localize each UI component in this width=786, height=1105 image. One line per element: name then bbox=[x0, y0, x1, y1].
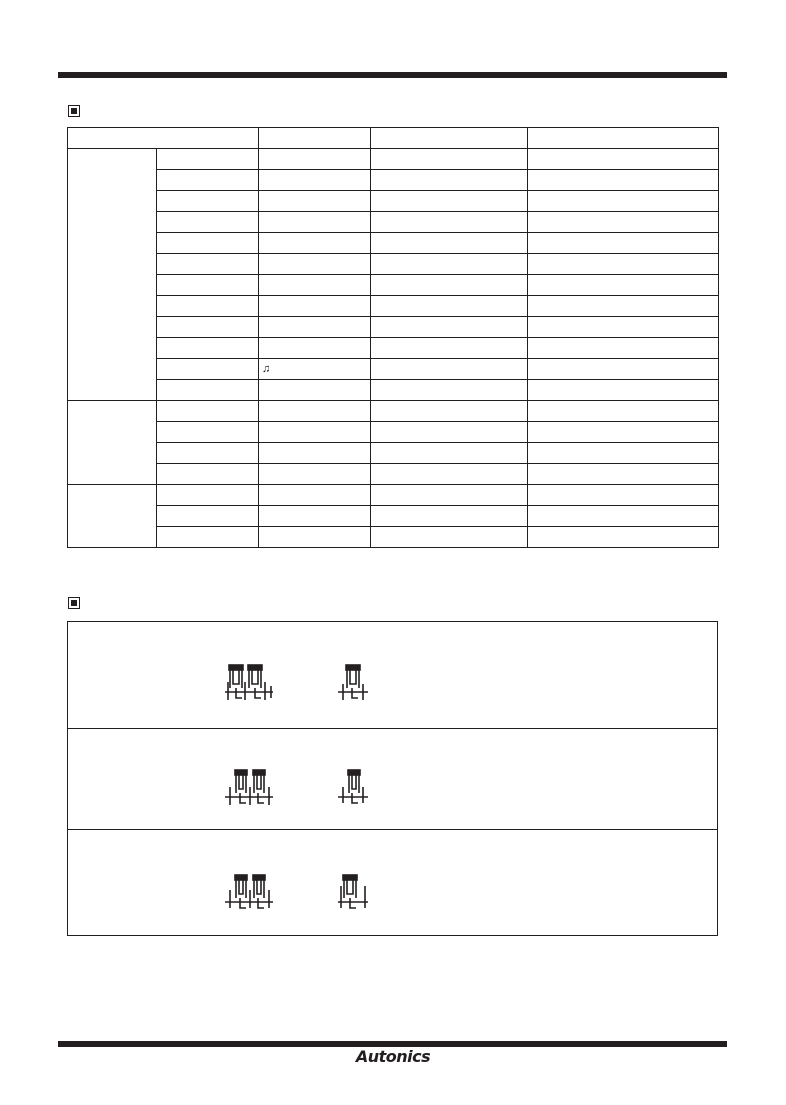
table-cell bbox=[371, 170, 528, 191]
group-cell bbox=[68, 149, 157, 401]
table-cell bbox=[528, 170, 719, 191]
table-row bbox=[68, 443, 719, 464]
table-cell bbox=[528, 464, 719, 485]
table-row bbox=[68, 422, 719, 443]
row-divider bbox=[68, 728, 717, 729]
table-cell bbox=[259, 296, 371, 317]
group-cell bbox=[68, 485, 157, 548]
table-cell bbox=[157, 401, 259, 422]
table-cell bbox=[157, 233, 259, 254]
table-row bbox=[68, 191, 719, 212]
table-cell bbox=[157, 317, 259, 338]
table-cell bbox=[528, 296, 719, 317]
table-cell bbox=[157, 254, 259, 275]
table-cell bbox=[528, 443, 719, 464]
table-cell bbox=[259, 254, 371, 275]
table-cell bbox=[371, 422, 528, 443]
table-cell bbox=[528, 191, 719, 212]
table-cell bbox=[157, 359, 259, 380]
table-cell bbox=[528, 149, 719, 170]
table-cell bbox=[157, 191, 259, 212]
table-cell bbox=[371, 380, 528, 401]
table-cell bbox=[157, 380, 259, 401]
table-cell bbox=[157, 527, 259, 548]
table-cell bbox=[371, 485, 528, 506]
table-row bbox=[68, 401, 719, 422]
table-cell bbox=[259, 338, 371, 359]
single-connector-diagram bbox=[338, 662, 368, 704]
table-cell bbox=[371, 233, 528, 254]
table-cell bbox=[259, 212, 371, 233]
table-cell bbox=[259, 359, 371, 380]
table-cell bbox=[528, 422, 719, 443]
brand-logo: Autonics bbox=[355, 1047, 431, 1066]
table-cell bbox=[528, 254, 719, 275]
table-cell bbox=[157, 149, 259, 170]
table-cell bbox=[259, 485, 371, 506]
table-cell bbox=[259, 170, 371, 191]
table-cell bbox=[259, 506, 371, 527]
double-connector-diagram bbox=[225, 767, 275, 809]
table-row bbox=[68, 296, 719, 317]
table-cell bbox=[371, 254, 528, 275]
table-row bbox=[68, 212, 719, 233]
table-cell bbox=[528, 359, 719, 380]
table-header-row bbox=[68, 128, 719, 149]
table-cell bbox=[157, 296, 259, 317]
table-cell bbox=[259, 233, 371, 254]
table-cell bbox=[371, 506, 528, 527]
table-cell bbox=[528, 317, 719, 338]
header-rule bbox=[58, 72, 727, 78]
table-cell bbox=[259, 464, 371, 485]
table-header-cell bbox=[68, 128, 259, 149]
double-connector-diagram bbox=[225, 872, 275, 914]
table-row bbox=[68, 464, 719, 485]
table-cell bbox=[259, 443, 371, 464]
section-bullet-icon bbox=[68, 597, 80, 609]
table-cell bbox=[157, 170, 259, 191]
table-cell bbox=[157, 464, 259, 485]
double-connector-diagram bbox=[225, 662, 275, 704]
table-row bbox=[68, 170, 719, 191]
table-cell bbox=[528, 401, 719, 422]
table-cell bbox=[528, 233, 719, 254]
table-cell bbox=[371, 527, 528, 548]
table-cell bbox=[371, 401, 528, 422]
table-row bbox=[68, 254, 719, 275]
table-row bbox=[68, 317, 719, 338]
table-cell bbox=[259, 401, 371, 422]
table-row bbox=[68, 380, 719, 401]
single-connector-diagram bbox=[338, 767, 368, 809]
table-cell bbox=[157, 338, 259, 359]
connection-diagrams-box bbox=[67, 621, 718, 936]
table-cell bbox=[371, 464, 528, 485]
table-cell bbox=[371, 191, 528, 212]
table-row bbox=[68, 338, 719, 359]
table-cell bbox=[528, 485, 719, 506]
table-header-cell bbox=[528, 128, 719, 149]
table-cell bbox=[528, 527, 719, 548]
table-cell bbox=[371, 212, 528, 233]
table-cell bbox=[157, 275, 259, 296]
table-cell bbox=[157, 422, 259, 443]
table-cell bbox=[528, 212, 719, 233]
table-cell bbox=[371, 317, 528, 338]
spec-table bbox=[67, 127, 719, 548]
table-header-cell bbox=[259, 128, 371, 149]
table-row bbox=[68, 527, 719, 548]
group-cell bbox=[68, 401, 157, 485]
table-row bbox=[68, 506, 719, 527]
table-cell bbox=[157, 506, 259, 527]
music-note-mark: ♫ bbox=[262, 363, 271, 375]
table-row bbox=[68, 233, 719, 254]
table-cell bbox=[259, 527, 371, 548]
table-cell bbox=[157, 212, 259, 233]
table-cell bbox=[371, 338, 528, 359]
table-cell bbox=[528, 380, 719, 401]
section-bullet-icon bbox=[68, 105, 80, 117]
table-cell bbox=[259, 380, 371, 401]
table-cell bbox=[371, 275, 528, 296]
table-cell bbox=[528, 506, 719, 527]
table-cell bbox=[259, 317, 371, 338]
table-cell bbox=[157, 443, 259, 464]
table-header-cell bbox=[371, 128, 528, 149]
table-cell bbox=[259, 149, 371, 170]
table-cell bbox=[259, 422, 371, 443]
table-cell bbox=[528, 275, 719, 296]
single-connector-diagram bbox=[338, 872, 368, 914]
table-cell bbox=[371, 296, 528, 317]
table-cell bbox=[371, 359, 528, 380]
table-cell bbox=[371, 443, 528, 464]
table-row bbox=[68, 359, 719, 380]
table-cell bbox=[528, 338, 719, 359]
table-cell bbox=[259, 191, 371, 212]
table-row bbox=[68, 485, 719, 506]
table-cell bbox=[371, 149, 528, 170]
table-row bbox=[68, 275, 719, 296]
row-divider bbox=[68, 829, 717, 830]
table-cell bbox=[259, 275, 371, 296]
table-row bbox=[68, 149, 719, 170]
table-cell bbox=[157, 485, 259, 506]
